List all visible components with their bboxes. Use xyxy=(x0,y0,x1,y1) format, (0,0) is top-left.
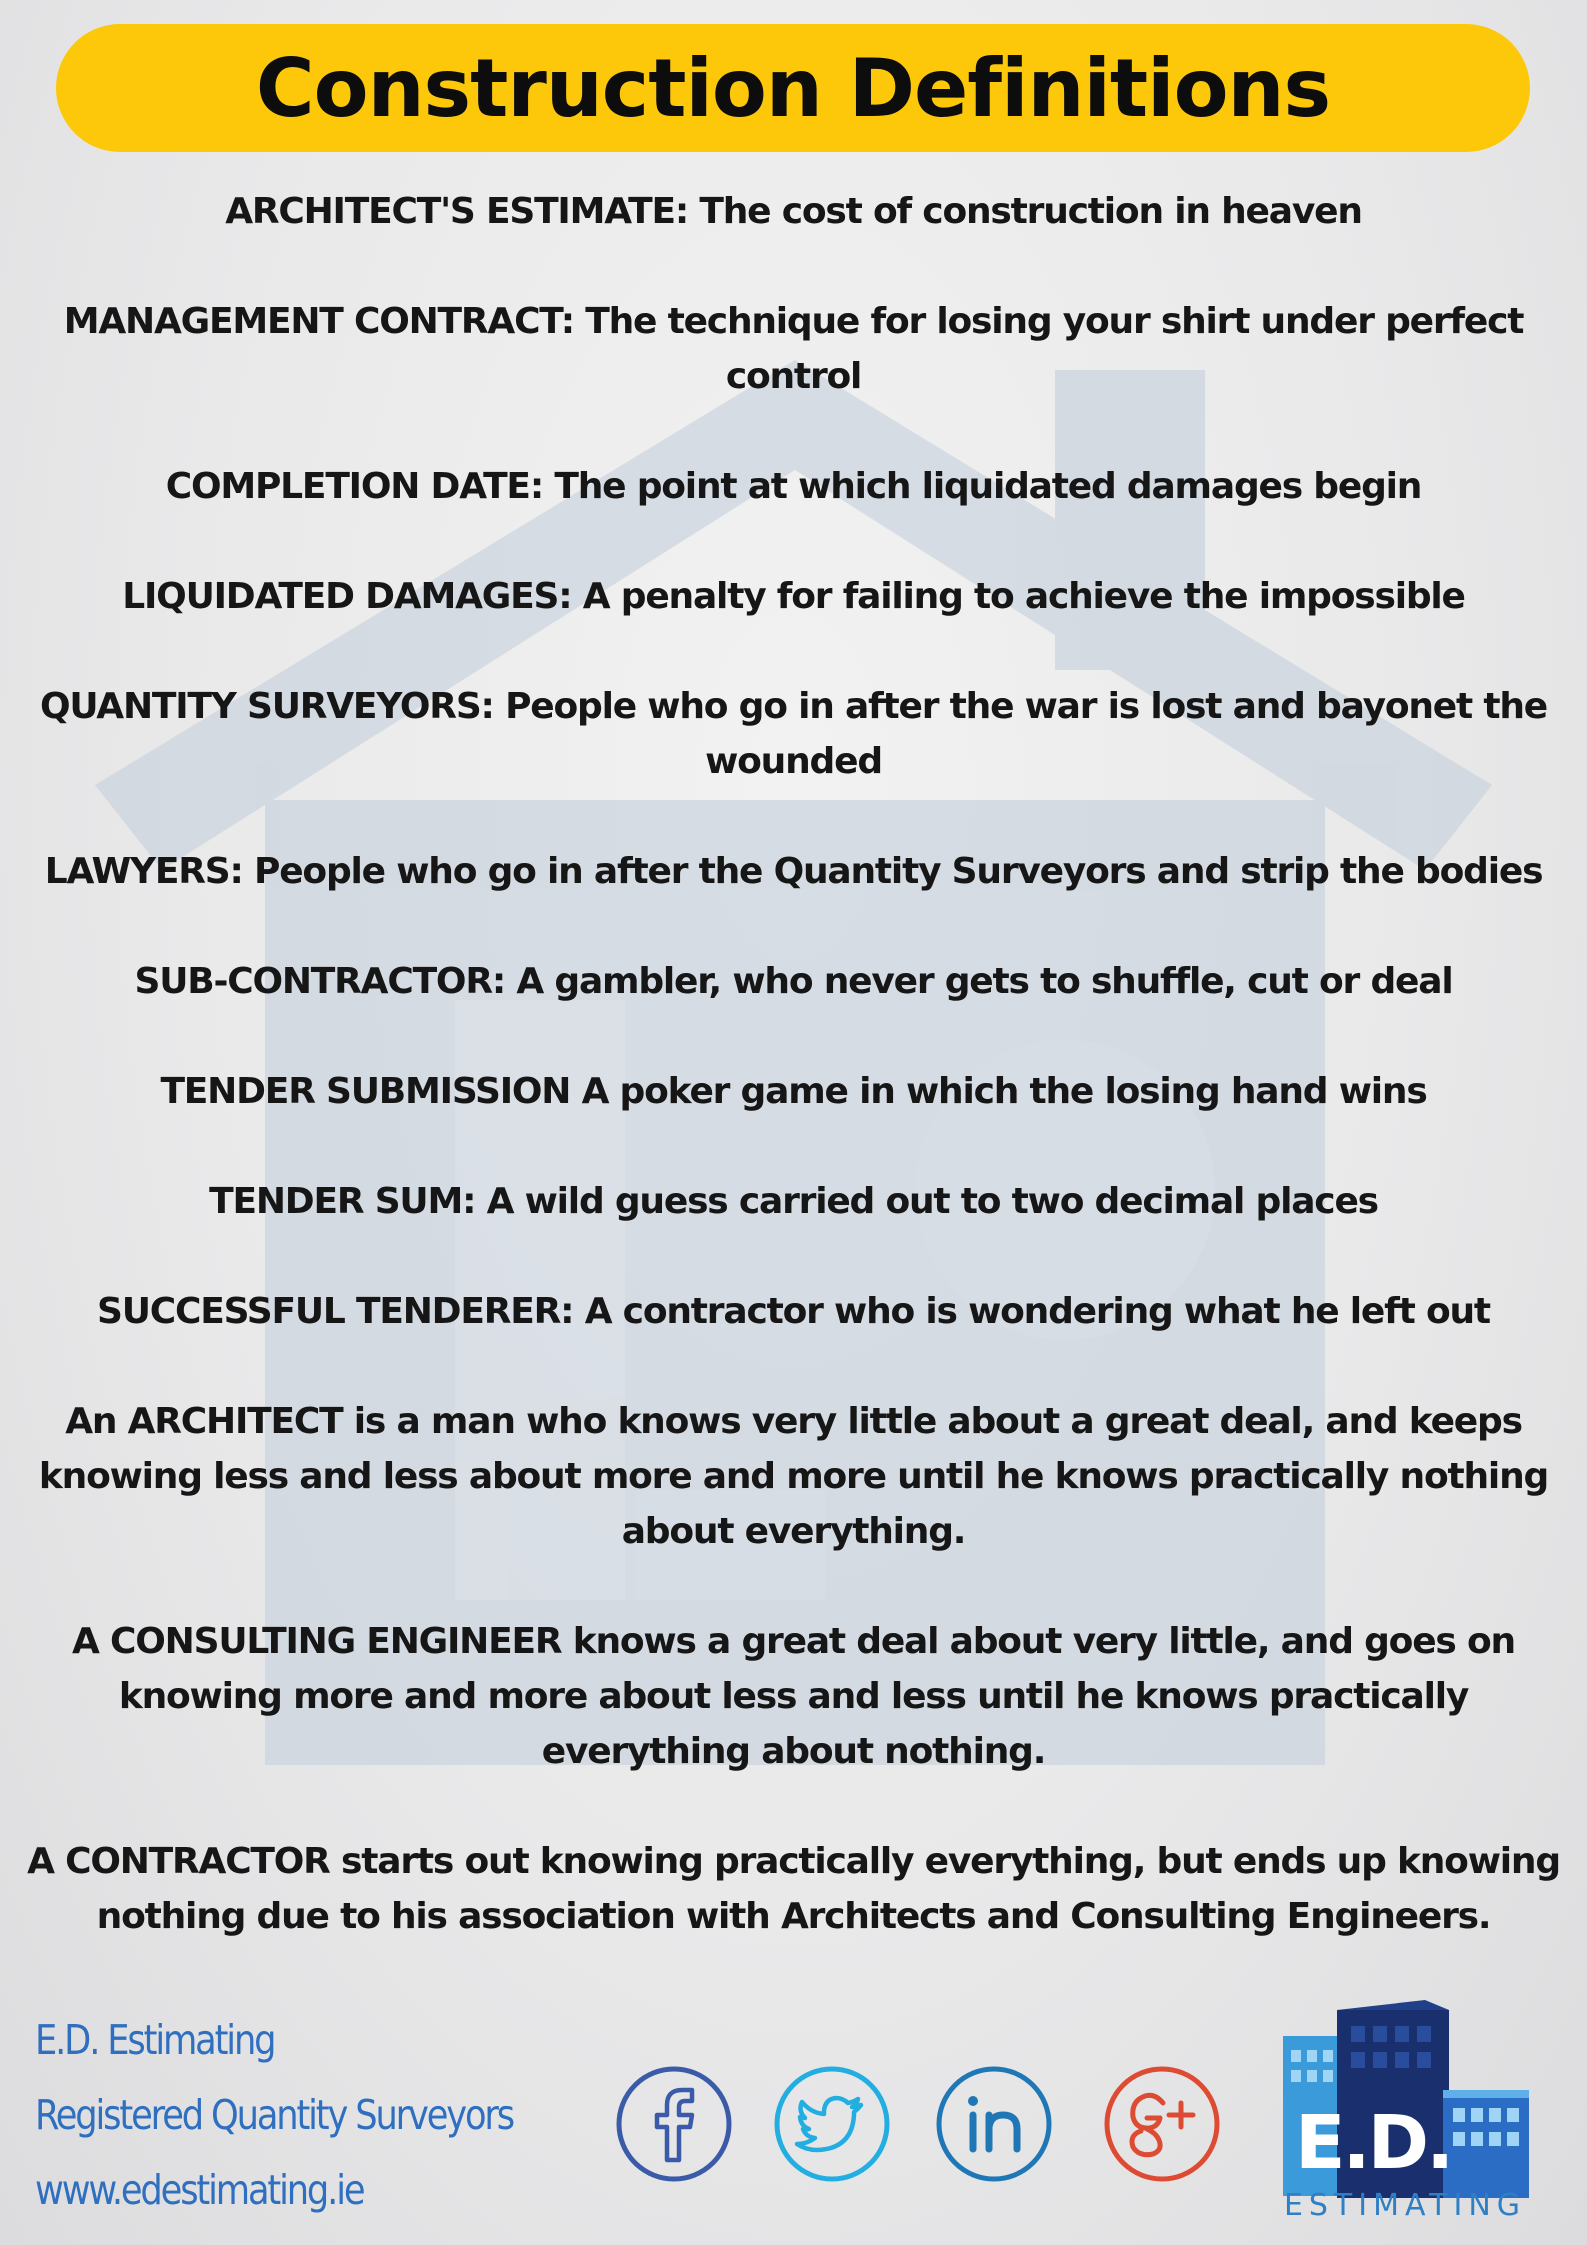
definition-body: A wild guess carried out to two decimal places xyxy=(475,1181,1378,1222)
definition-body: A contractor who is wondering what he left out xyxy=(573,1291,1490,1332)
definition-term: COMPLETION DATE: xyxy=(165,466,544,507)
definition-item xyxy=(14,954,1573,1009)
definition-term: TENDER SUBMISSION xyxy=(160,1071,571,1112)
definition-item xyxy=(14,459,1573,514)
page-title: Construction Definitions xyxy=(255,41,1331,135)
definition-body: A poker game in which the losing hand wins xyxy=(570,1071,1427,1112)
definition-item xyxy=(14,294,1573,404)
company-name: E.D. Estimating xyxy=(35,2016,275,2064)
definition-item xyxy=(14,1614,1573,1779)
definition-body: The point at which liquidated damages begin xyxy=(543,466,1422,507)
definition-body: The technique for losing your shirt under perfect control xyxy=(573,301,1524,397)
definition-item xyxy=(14,679,1573,789)
definition-body: A gambler, who never gets to shuffle, cut or deal xyxy=(505,961,1453,1002)
definition-term: TENDER SUM: xyxy=(209,1181,476,1222)
google-plus-link[interactable] xyxy=(1103,2065,1221,2183)
definition-body: People who go in after the war is lost and bayonet the wounded xyxy=(493,686,1548,782)
definition-item xyxy=(14,1174,1573,1229)
definition-term: A CONSULTING ENGINEER knows a great deal about very little, and goes on knowing more and more about less and less until he knows practically everything about nothing. xyxy=(72,1621,1515,1772)
logo-wordmark: ESTIMATING xyxy=(1283,2188,1527,2223)
definition-term: QUANTITY SURVEYORS: xyxy=(39,686,494,727)
logo-initials: E.D. xyxy=(1295,2100,1452,2186)
definition-body: The cost of construction in heaven xyxy=(688,191,1362,232)
website-link[interactable]: www.edestimating.ie xyxy=(35,2166,364,2214)
definition-term: A CONTRACTOR starts out knowing practically everything, but ends up knowing nothing due to his association with Architects and Consulting Engineers. xyxy=(27,1841,1560,1937)
definition-item xyxy=(14,1394,1573,1559)
definition-term: SUCCESSFUL TENDERER: xyxy=(97,1291,574,1332)
ed-estimating-logo xyxy=(1275,2000,1535,2230)
definition-item xyxy=(14,1064,1573,1119)
definition-item xyxy=(14,1284,1573,1339)
definitions-list xyxy=(14,184,1573,1999)
google-plus-icon xyxy=(1103,2065,1221,2183)
definition-item xyxy=(14,1834,1573,1944)
definition-term: SUB-CONTRACTOR: xyxy=(134,961,506,1002)
definition-body: A penalty for failing to achieve the impossible xyxy=(571,576,1465,617)
definition-term: ARCHITECT'S ESTIMATE: xyxy=(225,191,689,232)
definition-term: MANAGEMENT CONTRACT: xyxy=(63,301,574,342)
title-banner xyxy=(56,24,1530,152)
buildings-logo-icon xyxy=(1275,2000,1535,2200)
definition-term: LIQUIDATED DAMAGES: xyxy=(122,576,572,617)
definition-body: People who go in after the Quantity Surveyors and strip the bodies xyxy=(242,851,1543,892)
definition-item xyxy=(14,844,1573,899)
linkedin-icon xyxy=(935,2065,1053,2183)
facebook-icon xyxy=(615,2065,733,2183)
twitter-link[interactable] xyxy=(773,2065,891,2183)
twitter-icon xyxy=(773,2065,891,2183)
linkedin-link[interactable] xyxy=(935,2065,1053,2183)
company-tagline: Registered Quantity Surveyors xyxy=(35,2091,514,2139)
definition-term: An ARCHITECT is a man who knows very little about a great deal, and keeps knowing less and less about more and more until he knows practically nothing about everything. xyxy=(38,1401,1549,1552)
company-info xyxy=(35,2003,591,2228)
facebook-link[interactable] xyxy=(615,2065,733,2183)
definition-item xyxy=(14,569,1573,624)
definition-term: LAWYERS: xyxy=(44,851,243,892)
definition-item xyxy=(14,184,1573,239)
